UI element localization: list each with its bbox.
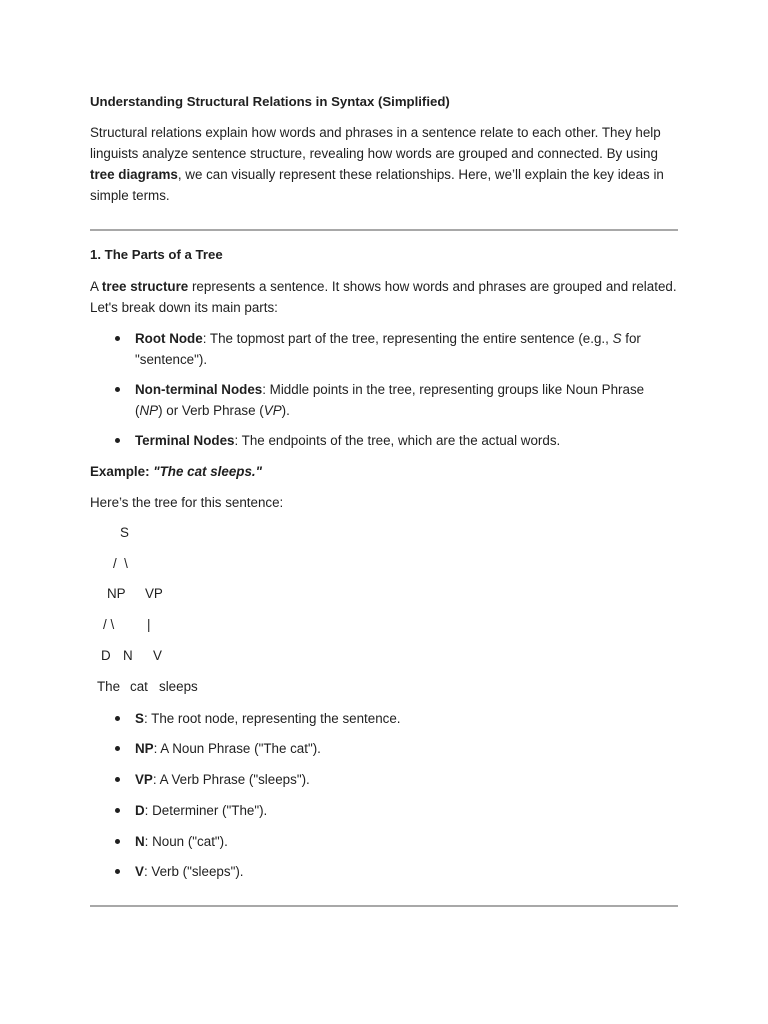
intro-text-1: Structural relations explain how words and phrases in a sentence relate to each other. They help linguists analyze sentence structure, revealing how words are grouped and connected. By using [90, 125, 661, 161]
divider-top [90, 229, 678, 231]
section-bold-term: tree structure [101, 279, 189, 294]
tree-word-sleeps: sleeps [159, 679, 198, 694]
tree-node-n: N [123, 648, 133, 663]
part-term: Terminal Nodes [135, 433, 235, 448]
section-heading: 1. The Parts of a Tree [90, 247, 223, 262]
list-item: N: Noun ("cat"). [135, 831, 665, 852]
divider-bottom [90, 905, 678, 907]
legend-term: N [135, 834, 145, 849]
tree-intro: Here’s the tree for this sentence: [90, 495, 284, 510]
list-item: VP: A Verb Phrase ("sleeps"). [135, 769, 665, 790]
legend-term: VP [135, 772, 153, 787]
list-item: Terminal Nodes: The endpoints of the tree, which are the actual words. [135, 430, 665, 451]
section-text-pre: A [90, 279, 102, 294]
example-line [90, 461, 678, 482]
tree-root-s: S [120, 525, 129, 540]
document-title: Understanding Structural Relations in Syntax (Simplified) [90, 94, 450, 109]
part-term: Non-terminal Nodes [135, 382, 263, 397]
tree-node-v: V [153, 648, 162, 663]
list-item: S: The root node, representing the sentence. [135, 708, 665, 729]
tree-word-the: The [97, 679, 121, 694]
tree-branch-root: / \ [113, 556, 128, 571]
legend-term: V [135, 864, 144, 879]
tree-word-cat: cat [130, 679, 148, 694]
example-label: Example: [90, 464, 154, 479]
list-item: D: Determiner ("The"). [135, 800, 665, 821]
intro-text-2: , we can visually represent these relationships. Here, we’ll explain the key ideas in simple terms. [90, 167, 664, 203]
section-text-post: represents a sentence. It shows how words and phrases are grouped and related. Let's break down its main parts: [90, 279, 677, 315]
tree-node-np: NP [107, 586, 126, 601]
tree-node-vp: VP [145, 586, 163, 601]
list-item: V: Verb ("sleeps"). [135, 861, 665, 882]
legend-term: D [135, 803, 145, 818]
part-term: Root Node [135, 331, 203, 346]
example-sentence: "The cat sleeps." [153, 464, 262, 479]
tree-node-d: D [101, 648, 111, 663]
list-item: Non-terminal Nodes: Middle points in the tree, representing groups like Noun Phrase (NP) or Verb Phrase (VP). [135, 379, 665, 421]
tree-branch-vp: | [147, 617, 151, 632]
list-item: Root Node: The topmost part of the tree, representing the entire sentence (e.g., S for "sentence"). [135, 328, 665, 370]
legend-term: S [135, 711, 144, 726]
intro-paragraph [90, 122, 678, 206]
intro-bold-term: tree diagrams [90, 167, 178, 182]
list-item: NP: A Noun Phrase ("The cat"). [135, 738, 665, 759]
legend-term: NP [135, 741, 154, 756]
section-paragraph [90, 276, 678, 318]
tree-branch-np: / \ [103, 617, 115, 632]
